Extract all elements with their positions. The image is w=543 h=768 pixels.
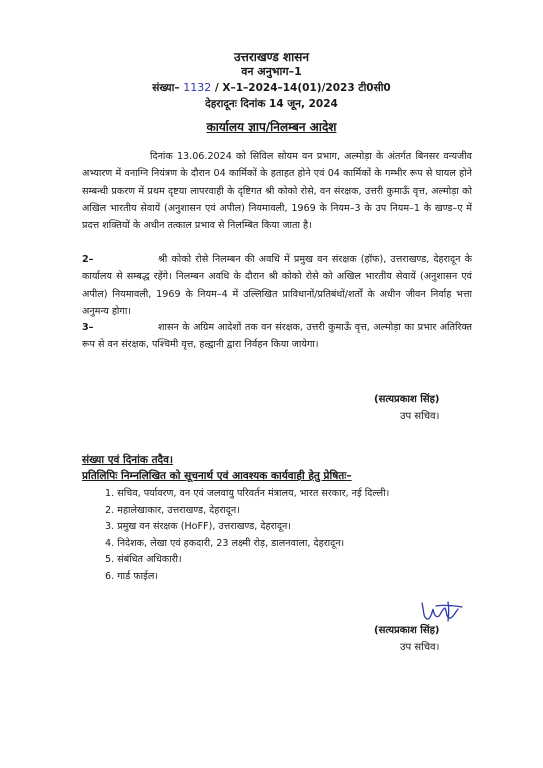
paragraph-1 [82, 148, 472, 234]
copy-heading: प्रतिलिपिः निम्नलिखित को सूचनार्थ एवं आवश्यक कार्यवाही हेतु प्रेषितः– [82, 470, 352, 482]
paragraph-1-text: दिनांक 13.06.2024 को सिविल सोयम वन प्रभाग, अल्मोड़ा के अंतर्गत बिनसर वन्यजीव अभ्यारण में वनाग्नि नियंत्रण के दौरान 04 कार्मिकों के हताहत होने एवं 04 कार्मिकों के गम्भीर रूप से घायल होने सम्बन्धी प्रकरण में प्रथम दृष्टया लापरवाही के दृष्टिगत श्री कोको रोसे, वन संरक्षक, उत्तरी कुमाऊँ वृत्त, अल्मोड़ा को अखिल भारतीय सेवायें (अनुशासन एवं अपील) नियमावली, 1969 के नियम–3 के उप नियम–1 के खण्ड–ए में प्रदत्त शक्तियों के अधीन तत्काल प्रभाव से निलम्बित किया जाता है। [82, 151, 472, 232]
place-date: देहरादूनः दिनांक 14 जून, 2024 [205, 98, 338, 110]
document-title: कार्यालय ज्ञाप/निलम्बन आदेश [206, 120, 337, 134]
signatory-2-designation: उप सचिव। [400, 642, 440, 653]
reference-number [0, 81, 543, 95]
paragraph-2-text: श्री कोको रोसे निलम्बन की अवधि में प्रमुख वन संरक्षक (हॉफ), उत्तराखण्ड, देहरादून के कार्यालय से सम्बद्ध रहेंगे। निलम्बन अवधि के दौरान श्री कोको रोसे को अखिल भारतीय सेवायें (अनुशासन एवं अपील) नियमावली, 1969 के नियम–4 में उल्लिखित प्राविधानों/प्रतिबंधों/शर्तों के अधीन जीवन निर्वाह भत्ता अनुमन्य होगा। [82, 254, 472, 317]
reference-prefix: संख्या– [152, 82, 180, 94]
handwritten-signature [418, 597, 466, 625]
list-item: 4. निदेशक, लेखा एवं हकदारी, 23 लक्ष्मी रोड़, डालनवाला, देहरादून। [105, 537, 345, 549]
copy-reference-line: संख्या एवं दिनांक तदैव। [82, 454, 173, 466]
section-name: वन अनुभाग–1 [241, 65, 302, 78]
government-name: उत्तराखण्ड शासन [233, 50, 310, 64]
paragraph-2-number: 2– [82, 254, 94, 265]
signatory-name: (सत्यप्रकाश सिंह) [374, 394, 440, 405]
paragraph-3-number: 3– [82, 322, 94, 333]
list-item: 5. संबंधित अधिकारी। [105, 554, 182, 566]
list-item: 2. महालेखाकार, उत्तराखण्ड, देहरादून। [105, 504, 240, 516]
paragraph-2 [82, 251, 472, 320]
list-item: 3. प्रमुख वन संरक्षक (HoFF), उत्तराखण्ड, देहरादून। [105, 521, 291, 533]
paragraph-3 [82, 319, 472, 354]
paragraph-3-text: शासन के अग्रिम आदेशों तक वन संरक्षक, उत्तरी कुमाऊँ वृत्त, अल्मोड़ा का प्रभार अतिरिक्त रूप से वन संरक्षक, पश्चिमी वृत्त, हल्द्वानी द्वारा निर्वहन किया जायेगा। [82, 322, 472, 351]
list-item: 1. सचिव, पर्यावरण, वन एवं जलवायु परिवर्तन मंत्रालय, भारत सरकार, नई दिल्ली। [105, 488, 390, 499]
signatory-designation: उप सचिव। [400, 411, 440, 422]
recipient-list [105, 486, 389, 586]
handwritten-number: 1132 [183, 81, 212, 94]
signatory-2-name: (सत्यप्रकाश सिंह) [374, 625, 440, 636]
list-item: 6. गार्ड फाईल। [105, 570, 159, 582]
reference-suffix: / X–1–2024–14(01)/2023 टी0सी0 [214, 82, 391, 94]
